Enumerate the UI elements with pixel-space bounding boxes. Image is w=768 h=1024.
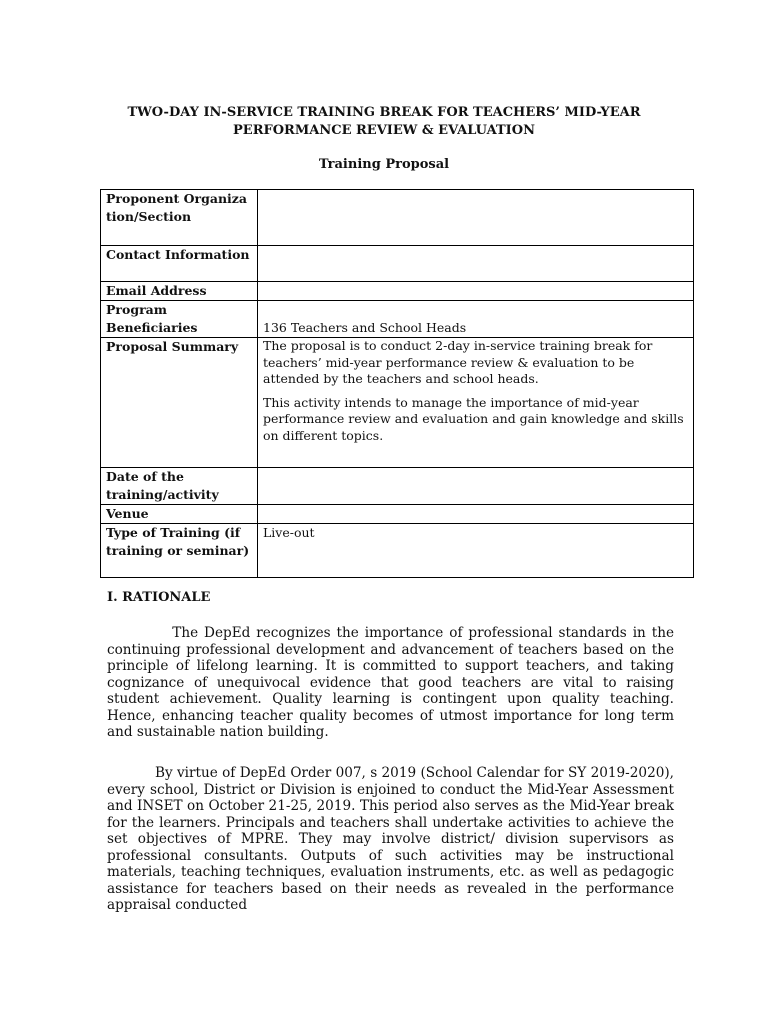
summary-paragraph-2: This activity intends to manage the importance of mid-year performance review and evaluation and gain knowledge and skills on different topics. (263, 394, 684, 443)
summary-value (258, 338, 694, 468)
row-date (101, 468, 694, 505)
summary-label: Proposal Summary (101, 338, 258, 468)
rationale-heading: I. RATIONALE (107, 590, 211, 605)
rationale-paragraph-2: By virtue of DepEd Order 007, s 2019 (School Calendar for SY 2019-2020), every school, District or Division is enjoined to conduct the Mid-Year Assessment and INSET on October 21-25, 2019. This period also serves as the Mid-Year break for the learners. Principals and teachers shall undertake activities to achieve the set objectives of MPRE. They may involve district/ division supervisors as professional consultants. Outputs of such activities may be instructional materials, teaching techniques, evaluation instruments, etc. as well as pedagogic assistance for teachers based on their needs as revealed in the performance appraisal conducted (107, 765, 674, 913)
row-beneficiaries (101, 301, 694, 338)
title-line-1: TWO-DAY IN-SERVICE TRAINING BREAK FOR TEACHERS’ MID-YEAR (127, 105, 641, 120)
date-label: Date of the training/activity (101, 468, 258, 505)
summary-paragraph-1: The proposal is to conduct 2-day in-service training break for teachers’ mid-year performance review & evaluation to be attended by the teachers and school heads. (263, 338, 653, 386)
document-title (60, 104, 708, 140)
beneficiaries-value: 136 Teachers and School Heads (258, 301, 694, 338)
contact-label: Contact Information (101, 246, 258, 282)
row-email (101, 282, 694, 301)
document-subtitle: Training Proposal (318, 157, 450, 172)
rationale-paragraph-1: The DepEd recognizes the importance of professional standards in the continuing professional development and advancement of teachers based on the principle of lifelong learning. It is committed to support teachers, and taking cognizance of unequivocal evidence that good teachers are vital to raising student achievement. Quality learning is contingent upon quality teaching. Hence, enhancing teacher quality becomes of utmost importance for long term and sustainable nation building. (107, 625, 674, 740)
venue-value (258, 505, 694, 524)
row-contact (101, 246, 694, 282)
training-type-value: Live-out (258, 524, 694, 578)
contact-value (258, 246, 694, 282)
proponent-value (258, 190, 694, 246)
proposal-table (100, 189, 694, 578)
beneficiaries-label: Program Beneficiaries (101, 301, 258, 338)
row-proponent (101, 190, 694, 246)
email-label: Email Address (101, 282, 258, 301)
row-venue (101, 505, 694, 524)
training-type-label: Type of Training (if training or seminar) (101, 524, 258, 578)
title-line-2: PERFORMANCE REVIEW & EVALUATION (233, 123, 535, 138)
proponent-label: Proponent Organization/Section (101, 190, 258, 246)
date-value (258, 468, 694, 505)
row-training-type (101, 524, 694, 578)
row-summary (101, 338, 694, 468)
venue-label: Venue (101, 505, 258, 524)
email-value (258, 282, 694, 301)
